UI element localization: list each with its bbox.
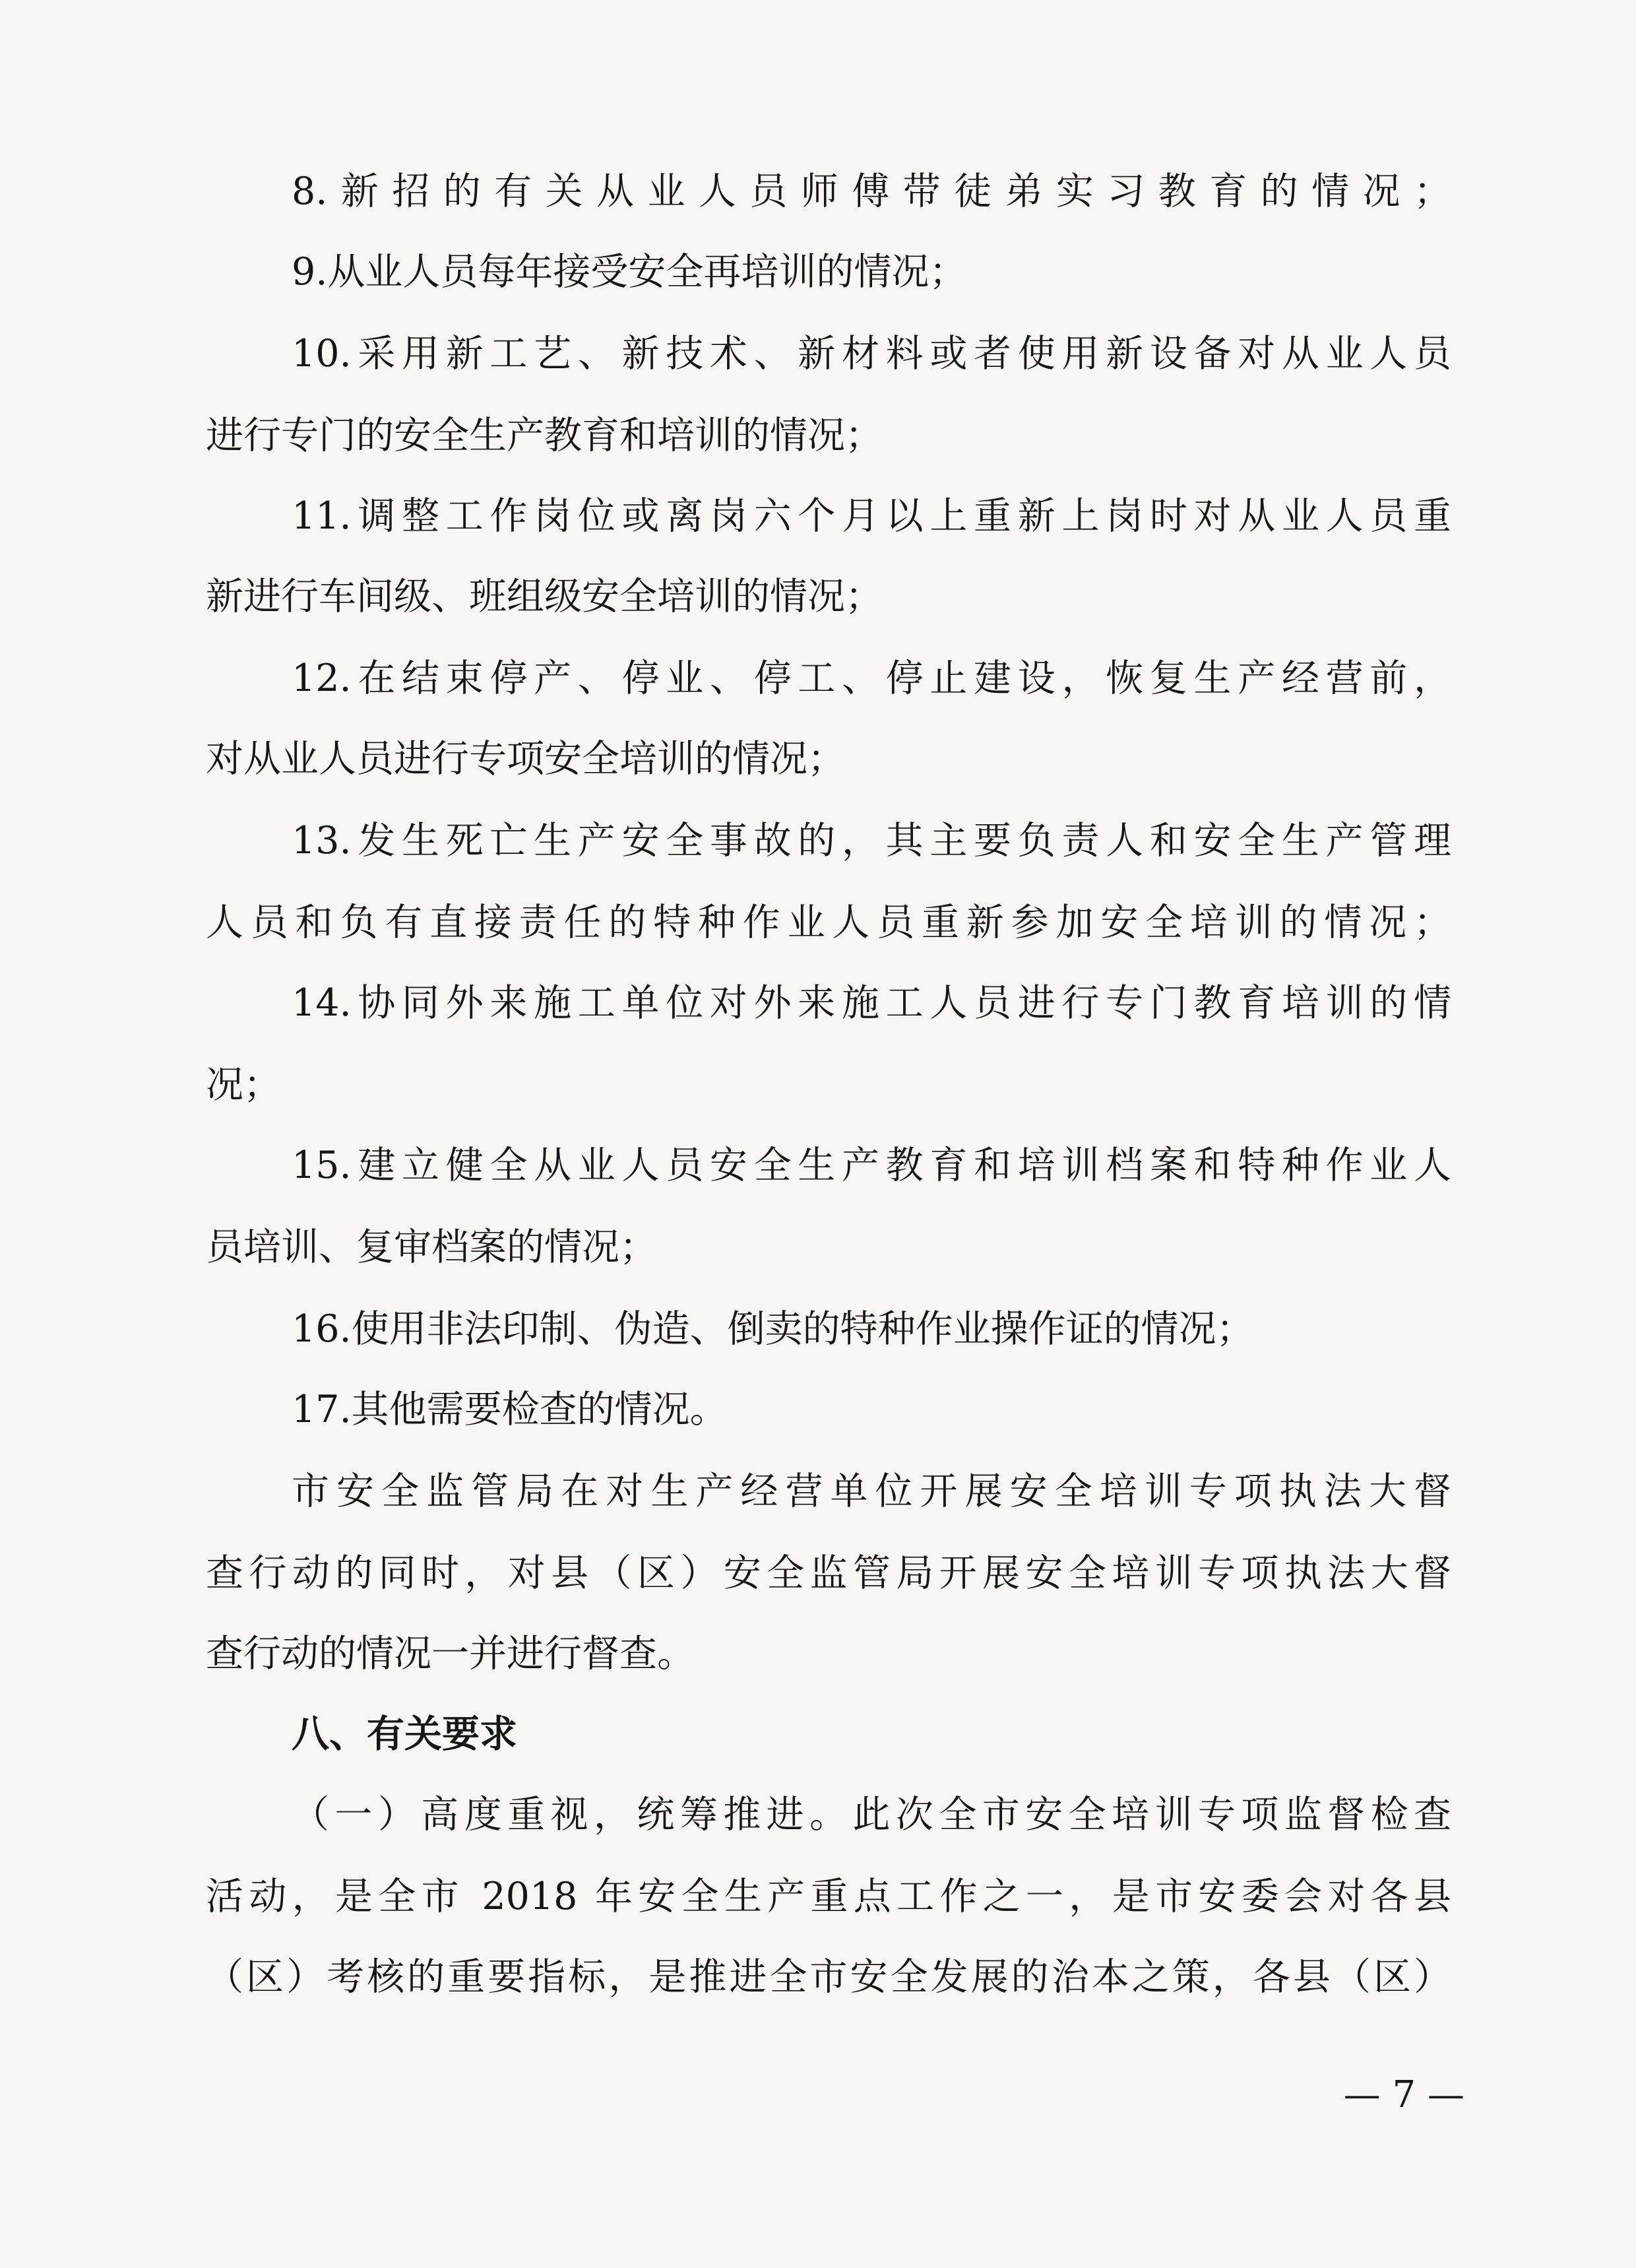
text-line-12: 况； — [206, 1063, 281, 1107]
page-number: — 7 — — [1343, 2073, 1464, 2116]
text-line-6: 新进行车间级、班组级安全培训的情况； — [206, 575, 883, 618]
text-line-5: 11.调整工作岗位或离岗六个月以上重新上岗时对从业人员重 — [292, 494, 1451, 538]
text-line-13: 15.建立健全从业人员安全生产教育和培训档案和特种作业人 — [292, 1144, 1451, 1187]
text-line-17: 市安全监管局在对生产经营单位开展安全培训专项执法大督 — [292, 1470, 1451, 1513]
text-line-15: 16.使用非法印制、伪造、倒卖的特种作业操作证的情况； — [292, 1307, 1254, 1351]
text-line-23: （区）考核的重要指标，是推进全市安全发展的治本之策，各县（区） — [206, 1955, 1451, 1999]
text-line-16: 17.其他需要检查的情况。 — [292, 1388, 728, 1431]
text-line-7: 12.在结束停产、停业、停工、停止建设，恢复生产经营前， — [292, 657, 1451, 700]
text-line-21: （一）高度重视，统筹推进。此次全市安全培训专项监督检查 — [292, 1793, 1451, 1836]
text-line-2: 9.从业人员每年接受安全再培训的情况； — [292, 250, 967, 294]
text-line-11: 14.协同外来施工单位对外来施工人员进行专门教育培训的情 — [292, 981, 1451, 1025]
text-line-4: 进行专门的安全生产教育和培训的情况； — [206, 414, 883, 457]
text-line-10: 人员和负有直接责任的特种作业人员重新参加安全培训的情况； — [206, 901, 1451, 944]
text-line-9: 13.发生死亡生产安全事故的，其主要负责人和安全生产管理 — [292, 819, 1451, 862]
text-line-8: 对从业人员进行专项安全培训的情况； — [206, 737, 845, 781]
text-line-1: 8.新招的有关从业人员师傅带徒弟实习教育的情况； — [292, 170, 1451, 213]
section-heading: 八、有关要求 — [292, 1712, 517, 1756]
text-line-14: 员培训、复审档案的情况； — [206, 1225, 657, 1269]
text-line-19: 查行动的情况一并进行督查。 — [206, 1632, 695, 1675]
text-line-18: 查行动的同时，对县（区）安全监管局开展安全培训专项执法大督 — [206, 1551, 1451, 1595]
text-line-3: 10.采用新工艺、新技术、新材料或者使用新设备对从业人员 — [292, 332, 1451, 375]
text-line-22: 活动，是全市 2018 年安全生产重点工作之一，是市安委会对各县 — [206, 1875, 1451, 1918]
